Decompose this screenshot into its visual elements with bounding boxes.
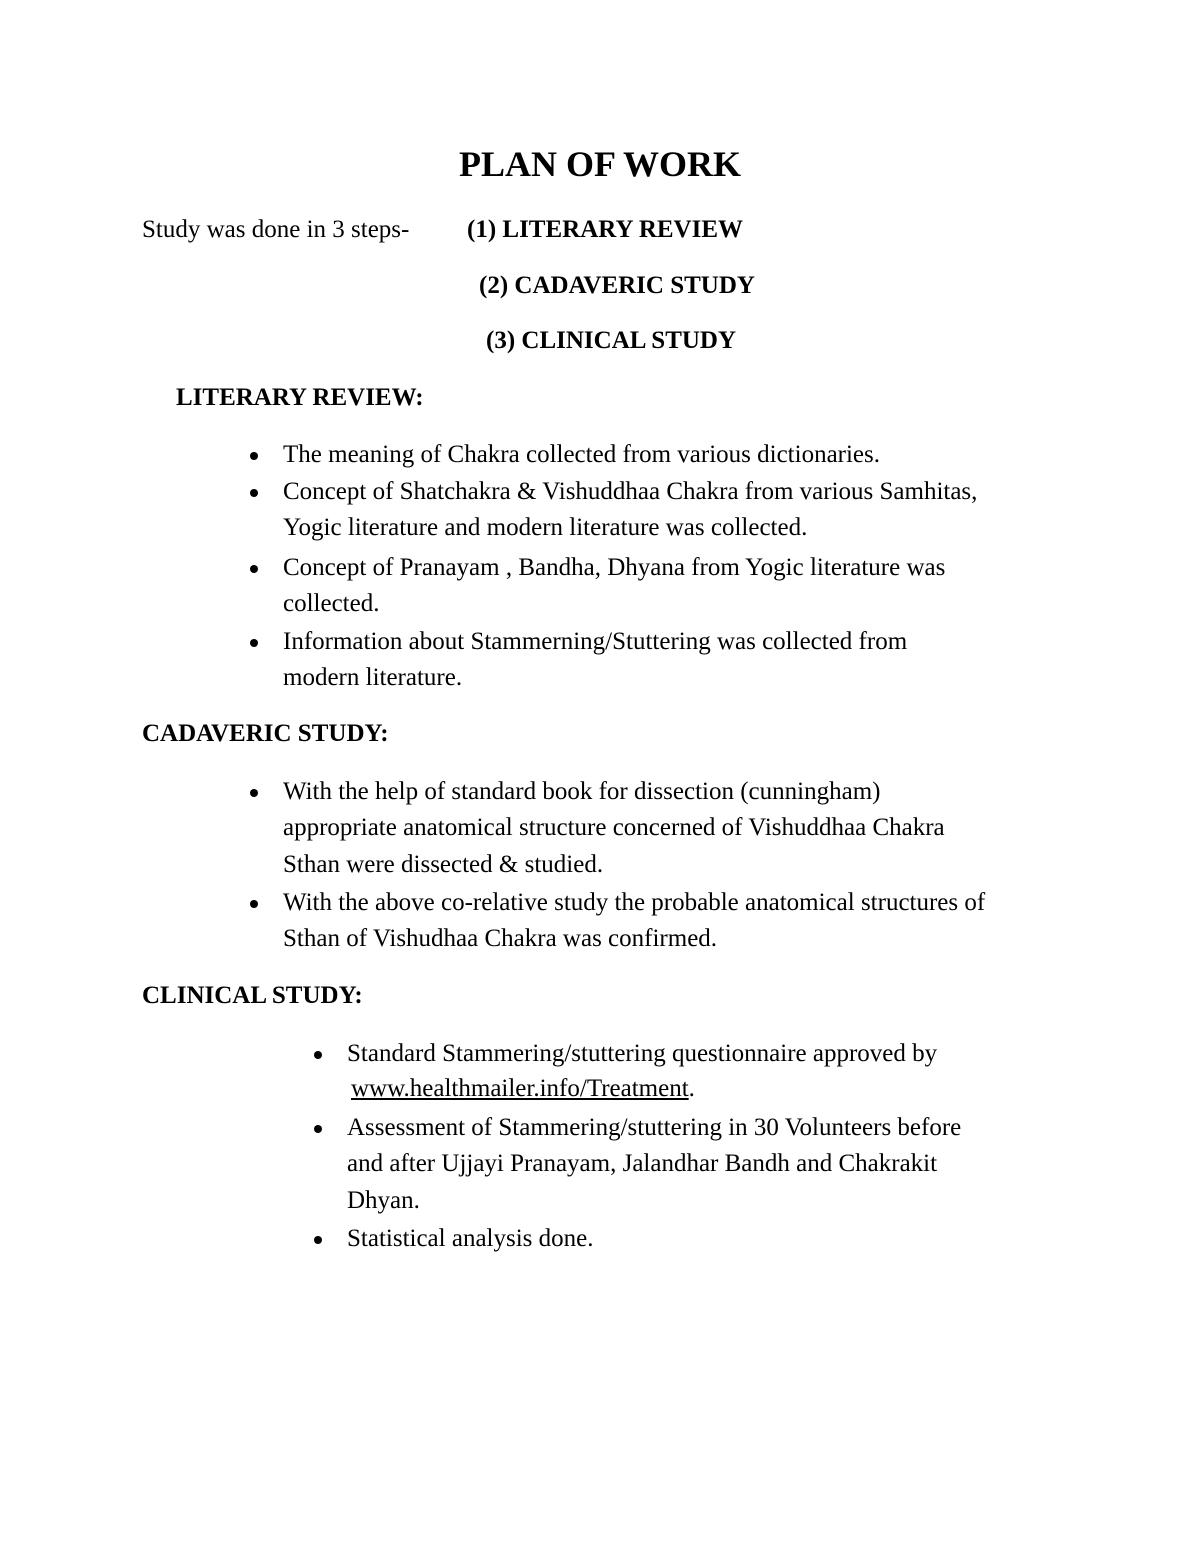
step-1: (1) LITERARY REVIEW (467, 216, 744, 243)
literary-review-heading: LITERARY REVIEW: (176, 384, 424, 411)
list-item: The meaning of Chakra collected from various dictionaries. (283, 441, 881, 468)
list-item: Statistical analysis done. (347, 1225, 594, 1252)
bullet-icon (250, 789, 258, 797)
list-item-continuation: Dhyan. (347, 1187, 420, 1214)
clinical-study-heading: CLINICAL STUDY: (142, 982, 363, 1009)
list-item: With the above co-relative study the probable anatomical structures of (283, 889, 986, 916)
list-item-continuation: appropriate anatomical structure concerned of Vishuddhaa Chakra (283, 814, 945, 841)
list-item: Information about Stammerning/Stuttering was collected from (283, 628, 908, 655)
link-suffix: . (688, 1075, 695, 1102)
step-2: (2) CADAVERIC STUDY (479, 272, 755, 299)
bullet-icon (250, 900, 258, 908)
list-item-continuation: Sthan were dissected & studied. (283, 851, 604, 878)
list-item-continuation: modern literature. (283, 664, 463, 691)
list-item-continuation: and after Ujjayi Pranayam, Jalandhar Bandh and Chakrakit (347, 1150, 938, 1177)
bullet-icon (250, 489, 258, 497)
intro-lead: Study was done in 3 steps- (142, 216, 410, 243)
list-item: With the help of standard book for dissection (cunningham) (283, 778, 881, 805)
list-item-continuation: Sthan of Vishudhaa Chakra was confirmed. (283, 925, 718, 952)
list-item: Assessment of Stammering/stuttering in 30 Volunteers before (347, 1114, 962, 1141)
questionnaire-link[interactable]: www.healthmailer.info/Treatment (351, 1075, 689, 1102)
bullet-icon (250, 565, 258, 573)
list-item-continuation: collected. (283, 590, 380, 617)
step-3: (3) CLINICAL STUDY (486, 327, 737, 354)
list-item: Concept of Shatchakra & Vishuddhaa Chakra from various Samhitas, (283, 478, 978, 505)
list-item-continuation (351, 1071, 695, 1107)
bullet-icon (314, 1125, 322, 1133)
bullet-icon (250, 452, 258, 460)
bullet-icon (314, 1051, 322, 1059)
page-title: PLAN OF WORK (458, 144, 741, 184)
bullet-icon (314, 1236, 322, 1244)
list-item: Concept of Pranayam , Bandha, Dhyana from Yogic literature was (283, 554, 946, 581)
list-item: Standard Stammering/stuttering questionnaire approved by (347, 1040, 938, 1067)
cadaveric-study-heading: CADAVERIC STUDY: (142, 720, 389, 747)
list-item-continuation: Yogic literature and modern literature was collected. (283, 514, 808, 541)
bullet-icon (250, 639, 258, 647)
